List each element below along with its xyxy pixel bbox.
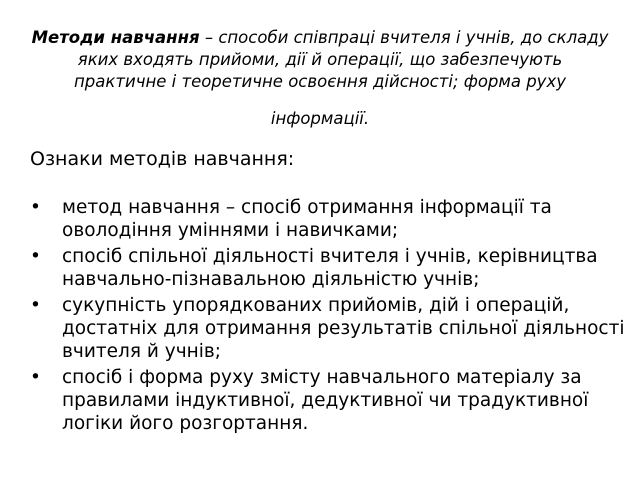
list-item-text: метод навчання – спосіб отримання інформації та оволодіння уміннями і навичками;: [62, 197, 552, 241]
list-item: [30, 245, 630, 291]
bullet-icon: •: [30, 295, 41, 316]
definition-term: Методи навчання: [31, 28, 200, 47]
list-item: [30, 196, 630, 242]
list-item-text: сукупність упорядкованих прийомів, дій і операцій, достатніх для отримання результатів спільної діяльності вчителя й учнів;: [62, 295, 625, 362]
list-item: [30, 294, 630, 363]
features-heading: Ознаки методів навчання:: [30, 148, 295, 170]
list-item-text: спосіб спільної діяльності вчителя і учнів, керівництва навчально-пізнавальною діяльністю учнів;: [62, 246, 598, 290]
bullet-icon: •: [30, 197, 41, 218]
list-item-text: спосіб і форма руху змісту навчального матеріалу за правилами індуктивної, дедуктивної чи традуктивної логіки його розгортання.: [62, 367, 589, 434]
list-item: [30, 366, 630, 435]
definition-paragraph: [30, 27, 610, 130]
definition-text: – способи співпраці вчителя і учнів, до складу яких входять прийоми, дії й операції, що забезпечують практичне і теоретичне освоєння дійсності; форма руху: [74, 28, 609, 91]
bullet-icon: •: [30, 367, 41, 388]
definition-tail: інформації.: [270, 109, 370, 128]
features-list: [30, 196, 630, 438]
bullet-icon: •: [30, 246, 41, 267]
